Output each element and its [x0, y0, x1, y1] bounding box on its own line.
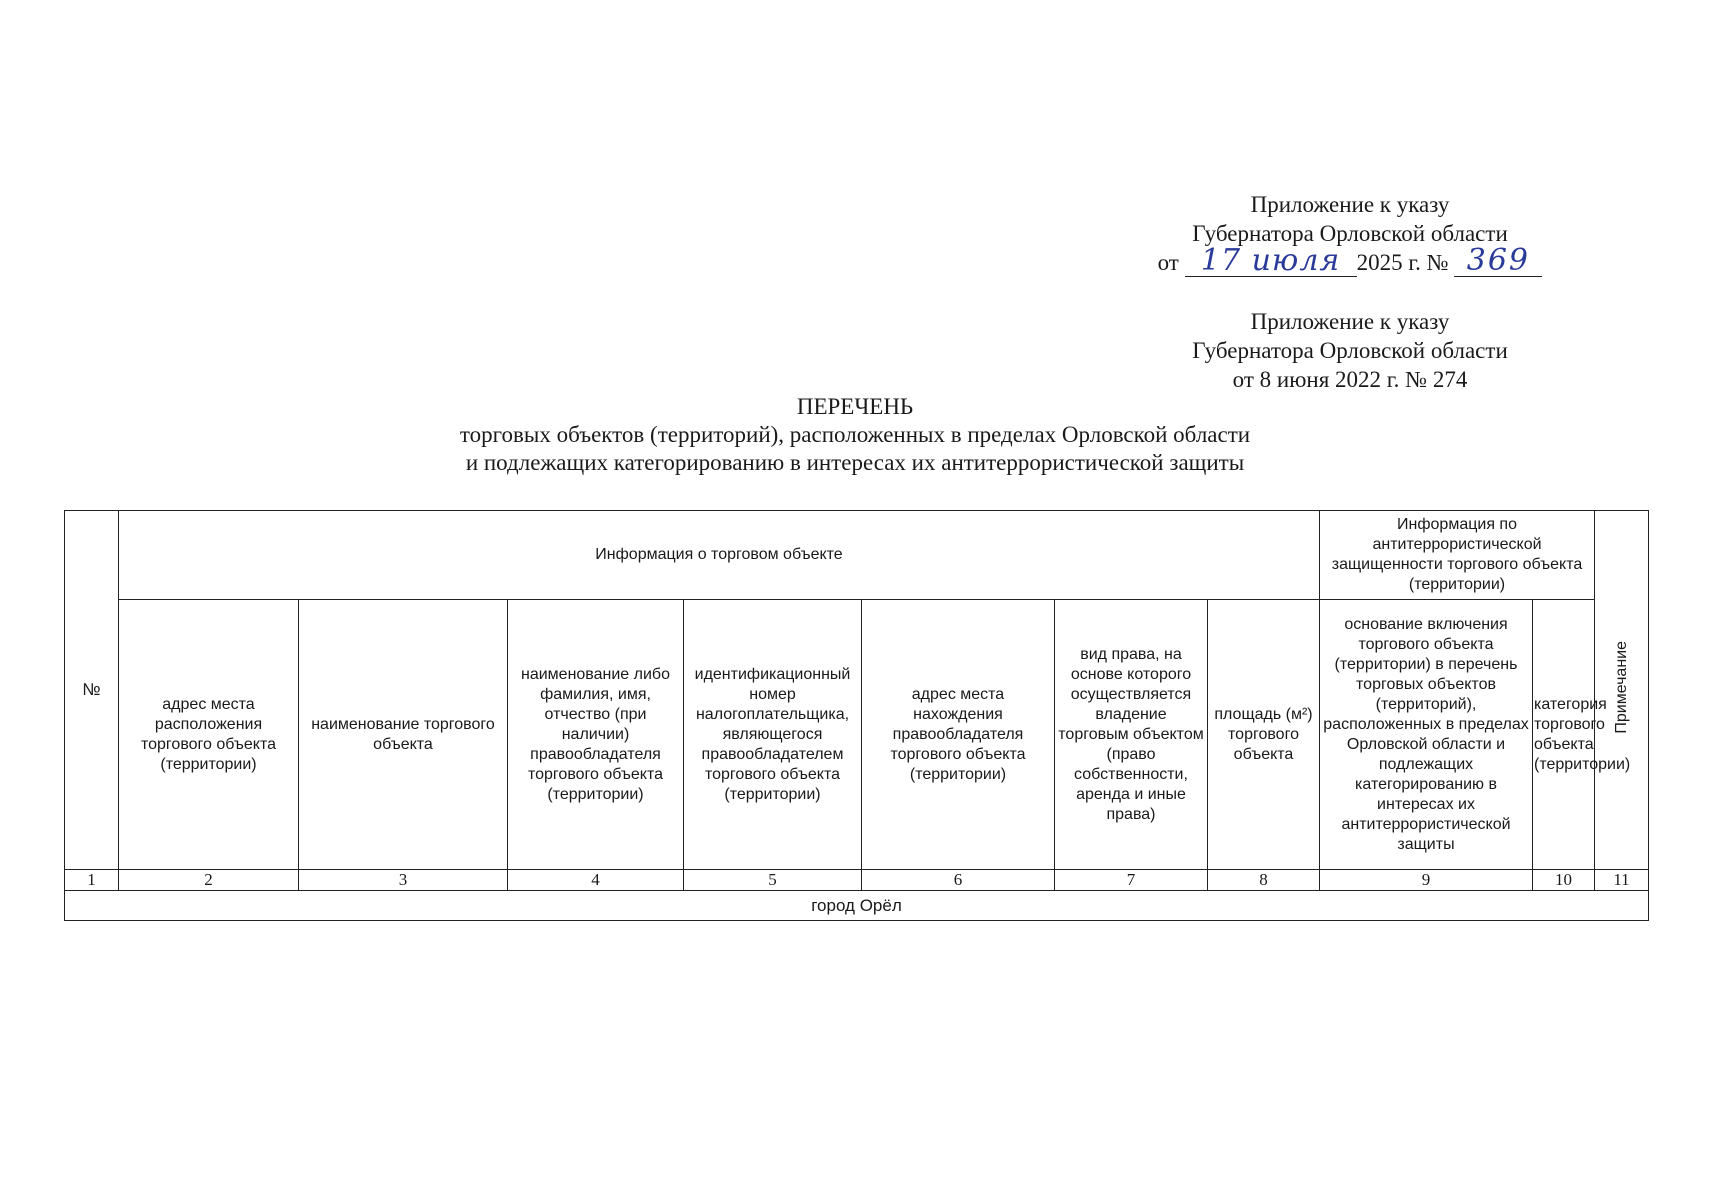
appendix-current-year: 2025 г. № — [1356, 250, 1449, 275]
group-header-antiterror: Информация по антитеррористической защищенности торгового объекта (территории) — [1320, 511, 1595, 600]
column-header-object-name: наименование торгового объекта — [299, 600, 508, 870]
column-header-note — [1595, 511, 1649, 870]
title-heading: ПЕРЕЧЕНЬ — [796, 394, 914, 419]
column-number: 5 — [684, 870, 862, 891]
register-table — [64, 510, 1649, 921]
column-header-owner-address: адрес места нахождения правообладателя торгового объекта (территории) — [862, 600, 1055, 870]
table-header-row — [65, 600, 1649, 870]
column-numbers-row — [65, 870, 1649, 891]
appendix-current-block — [1150, 190, 1550, 277]
title-line1: торговых объектов (территорий), расположенных в пределах Орловской области — [459, 422, 1251, 447]
column-number: 7 — [1055, 870, 1208, 891]
column-header-category: категория торгового объекта (территории) — [1533, 600, 1595, 870]
column-number: 11 — [1595, 870, 1649, 891]
column-number: 8 — [1208, 870, 1320, 891]
column-number: 1 — [65, 870, 119, 891]
appendix-original-block — [1150, 307, 1550, 394]
appendix-current-line2: Губернатора Орловской области — [1192, 221, 1508, 246]
appendix-original-line3: от 8 июня 2022 г. № 274 — [1232, 367, 1468, 392]
column-header-inclusion-basis: основание включения торгового объекта (территории) в перечень торговых объектов (территорий), расположенных в пределах Орловской области и подлежащих категорированию в интересах их антитеррористической защиты — [1320, 600, 1533, 870]
column-number: 4 — [508, 870, 684, 891]
column-number: 6 — [862, 870, 1055, 891]
table-header-group-row — [65, 511, 1649, 600]
handwritten-number: 369 — [1454, 248, 1542, 277]
column-header-inn: идентификационный номер налогоплательщика, являющегося правообладателем торгового объекта (территории) — [684, 600, 862, 870]
appendix-current-from-label: от — [1157, 250, 1179, 275]
column-header-right-type: вид права, на основе которого осуществляется владение торговым объектом (право собственности, аренда и иные права) — [1055, 600, 1208, 870]
column-header-number: № — [65, 511, 119, 870]
appendix-current-line1: Приложение к указу — [1250, 192, 1450, 217]
column-header-note-label: Примечание — [1612, 640, 1630, 734]
column-header-owner-name: наименование либо фамилия, имя, отчество (при наличии) правообладателя торгового объекта (территории) — [508, 600, 684, 870]
column-number: 2 — [119, 870, 299, 891]
title-line2: и подлежащих категорированию в интересах их антитеррористической защиты — [465, 450, 1245, 475]
column-header-address: адрес места расположения торгового объекта (территории) — [119, 600, 299, 870]
group-header-trade-object: Информация о торговом объекте — [119, 511, 1320, 600]
appendix-original-line1: Приложение к указу — [1250, 309, 1450, 334]
city-row — [65, 891, 1649, 921]
column-number: 9 — [1320, 870, 1533, 891]
column-header-area: площадь (м²) торгового объекта — [1208, 600, 1320, 870]
appendix-original-line2: Губернатора Орловской области — [1192, 338, 1508, 363]
column-number: 3 — [299, 870, 508, 891]
appendix-current-date-line — [1150, 243, 1550, 278]
document-title — [270, 393, 1440, 477]
column-number: 10 — [1533, 870, 1595, 891]
handwritten-date: 17 июля — [1185, 248, 1357, 277]
city-row-label: город Орёл — [65, 891, 1649, 921]
